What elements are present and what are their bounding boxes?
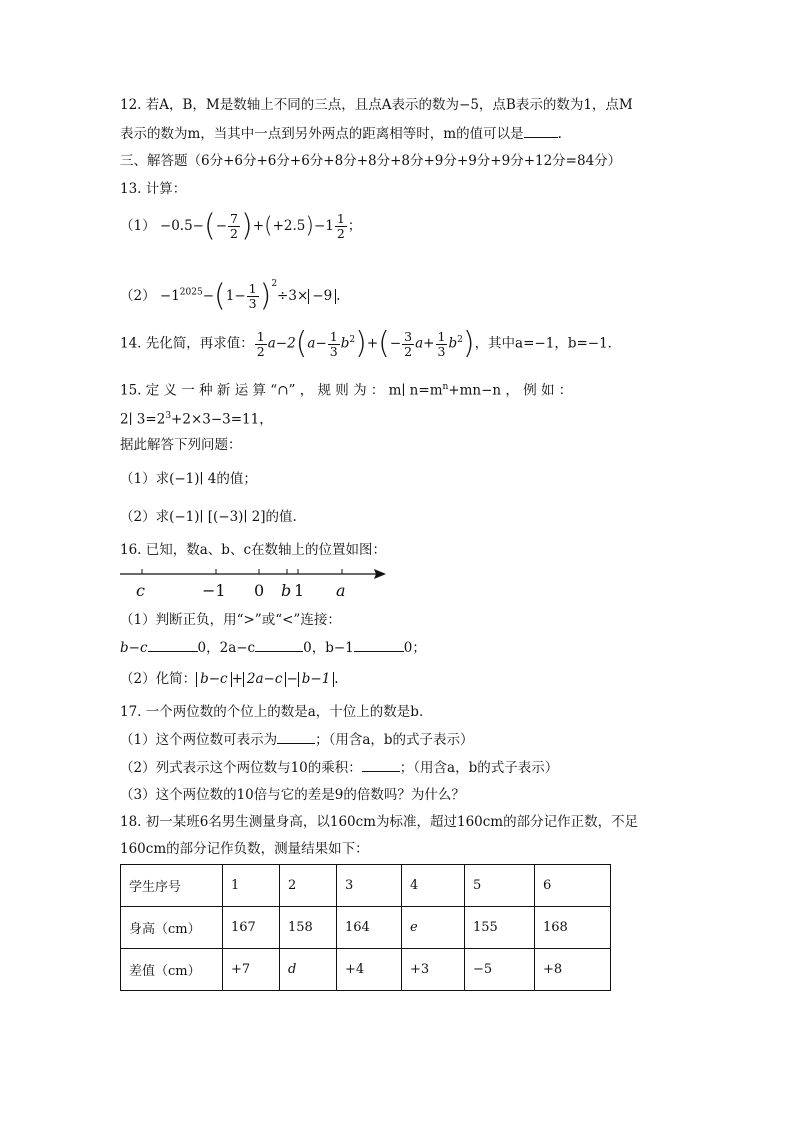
table-cell: 3 [337, 865, 402, 907]
q14-term: b [340, 335, 350, 352]
table-cell: 158 [280, 907, 337, 949]
q17-p2-text: （2）列式表示这个两位数与10的乘积： [120, 760, 362, 776]
q17-part3: （3）这个两位数的10倍与它的差是9的倍数吗？为什么？ [120, 787, 465, 803]
plus: + [231, 671, 243, 687]
period: . [336, 288, 341, 304]
q15-example: 2∣ 3=2 [120, 411, 166, 428]
axis-label-0: 0 [254, 581, 265, 600]
exponent: 2 [457, 335, 463, 345]
table-cell: +8 [535, 949, 611, 991]
minus: − [286, 671, 298, 687]
table-cell: e [402, 907, 465, 949]
q15-def: 15. 定 义 一 种 新 运 算 “∩” ， 规 则 为 ： m∣ n=m [120, 382, 443, 399]
answer-blank[interactable] [524, 125, 558, 138]
table-cell: +3 [402, 949, 465, 991]
table-cell: 1 [223, 865, 280, 907]
table-cell: −5 [465, 949, 535, 991]
fraction: $\frac{1}{2}$ [256, 328, 265, 359]
paren-open: ( [203, 208, 216, 244]
paren-close: ) [462, 326, 475, 361]
q13-p1-label: （1） [120, 218, 156, 234]
q17-p1-tail: ；（用含a，b的式子表示） [315, 732, 474, 748]
q13-part1 [120, 208, 361, 244]
q15-example-tail: +2×3−3=11， [171, 411, 273, 428]
q13-p2-label: （2） [120, 288, 156, 304]
number-line-figure [120, 562, 390, 602]
paren-open: ( [295, 326, 308, 361]
q17-p2-tail: ；（用含a，b的式子表示） [399, 760, 559, 776]
q18-line1: 18. 初一某班6名男生测量身高，以160cm为标准，超过160cm的部分记作正数，不足 [120, 814, 639, 830]
table-cell: 164 [337, 907, 402, 949]
paren-close: ) [240, 208, 253, 244]
absolute-value: 2a−c [243, 672, 287, 687]
period: . [334, 671, 339, 687]
expr: b−c [120, 640, 148, 656]
q13-p2-inner: 1− [225, 288, 246, 304]
q12-period: . [557, 126, 562, 142]
paren-open: ( [264, 213, 273, 239]
q15-line3: 据此解答下列问题： [120, 437, 242, 453]
fraction: $\frac{7}{2}$ [230, 211, 238, 241]
table-cell: 5 [465, 865, 535, 907]
q16-part2 [120, 670, 339, 688]
paren-open: ( [378, 326, 390, 361]
plus: + [366, 335, 379, 352]
minus: − [202, 288, 215, 304]
paren-open: ( [214, 278, 226, 314]
answer-blank[interactable] [148, 639, 198, 652]
q13-p1-term3: −1 [313, 218, 334, 234]
q13-p1-term2: +2.5 [272, 218, 306, 234]
q13-p2-term: −1 [159, 288, 180, 304]
table-cell: +7 [223, 949, 280, 991]
fraction: $\frac{3}{2}$ [404, 328, 413, 359]
fraction: $\frac{1}{3}$ [248, 281, 257, 311]
q17-intro: 17. 一个两位数的个位上的数是a，十位上的数是b． [120, 704, 433, 720]
exponent: 3 [165, 411, 172, 421]
answer-blank[interactable] [277, 731, 315, 744]
table-cell: 168 [535, 907, 611, 949]
q15-part1: （1）求(−1)∣ 4的值； [120, 471, 257, 487]
exponent: n [442, 382, 449, 392]
absolute-value: −9 [308, 289, 336, 304]
q15-def-tail: +mn−n ， 例 如 ： [448, 382, 573, 399]
exponent: 2 [349, 335, 356, 345]
axis-label-1: 1 [294, 581, 305, 600]
q12-line1: 12. 若A，B，M是数轴上不同的三点，且点A表示的数为−5，点B表示的数为1，点M [120, 97, 633, 113]
expr: 0，b−1 [303, 640, 354, 656]
fraction: $\frac{1}{3}$ [437, 328, 446, 359]
absolute-value: b−1 [298, 672, 335, 687]
semicolon: ； [347, 218, 362, 234]
q14-term: a− [307, 335, 327, 352]
q12-line2 [120, 125, 562, 143]
axis-label-c: c [136, 581, 145, 600]
minus: − [389, 335, 402, 352]
q14-term: b [448, 335, 458, 352]
expr: 0； [403, 640, 426, 656]
table-cell: 学生序号 [121, 865, 223, 907]
q14-term: a−2 [267, 335, 296, 352]
section-heading: 三、解答题（6分+6分+6分+6分+8分+8分+8分+9分+9分+9分+12分=84分） [120, 153, 622, 169]
q13-part2 [120, 264, 340, 316]
paren-close: ) [259, 278, 272, 314]
q13-intro: 13. 计算： [120, 181, 187, 197]
q16-intro: 16. 已知，数a、b、c在数轴上的位置如图： [120, 542, 387, 558]
answer-blank[interactable] [255, 639, 303, 652]
q16-part1: （1）判断正负，用“>”或“<”连接： [120, 612, 341, 628]
q13-p2-ops: ÷3× [277, 288, 309, 304]
q15-line2 [120, 407, 273, 429]
table-row [121, 949, 611, 991]
table-cell: 差值（cm） [121, 949, 223, 991]
table-row [121, 907, 611, 949]
q16-part1-answers [120, 639, 426, 657]
q12-line2-text: 表示的数为m，当其中一点到另外两点的距离相等时，m的值可以是 [120, 126, 524, 142]
q17-p1-text: （1）这个两位数可表示为 [120, 732, 278, 748]
table-cell: 4 [402, 865, 465, 907]
table-cell: 6 [535, 865, 611, 907]
height-table [120, 864, 611, 991]
table-cell: 167 [223, 907, 280, 949]
q14-line [120, 322, 621, 362]
q14-tail: ，其中a=−1，b=−1． [474, 335, 622, 352]
q15-part2: （2）求(−1)∣ [(−3)∣ 2]的值. [120, 509, 297, 525]
axis-label-neg1: −1 [202, 581, 226, 600]
q14-term: a+ [415, 335, 435, 352]
expr: 0，2a−c [197, 640, 256, 656]
table-row [121, 865, 611, 907]
q18-line2: 160cm的部分记作负数，测量结果如下： [120, 841, 369, 857]
answer-blank[interactable] [362, 759, 400, 772]
table-cell: +4 [337, 949, 402, 991]
axis-label-b: b [281, 581, 292, 600]
absolute-value: b−c [196, 672, 232, 687]
q17-part1 [120, 731, 474, 749]
fraction: $\frac{1}{3}$ [329, 328, 338, 359]
q17-part2 [120, 759, 558, 777]
q15-line1 [120, 378, 572, 400]
exponent: 2025 [179, 287, 203, 298]
table-cell: d [280, 949, 337, 991]
table-cell: 身高（cm） [121, 907, 223, 949]
answer-blank[interactable] [354, 639, 404, 652]
paren-close: ) [305, 213, 314, 239]
axis-label-a: a [336, 581, 346, 600]
q14-intro: 14. 先化简，再求值： [120, 335, 254, 352]
fraction: $\frac{1}{2}$ [336, 211, 345, 241]
minus: − [215, 218, 228, 234]
plus: + [252, 218, 264, 234]
table-cell: 2 [280, 865, 337, 907]
table-cell: 155 [465, 907, 535, 949]
q16-p2-label: （2）化简： [120, 671, 197, 687]
q13-p1-term: −0.5− [159, 218, 204, 234]
exponent: 2 [271, 279, 278, 289]
paren-close: ) [355, 326, 367, 361]
